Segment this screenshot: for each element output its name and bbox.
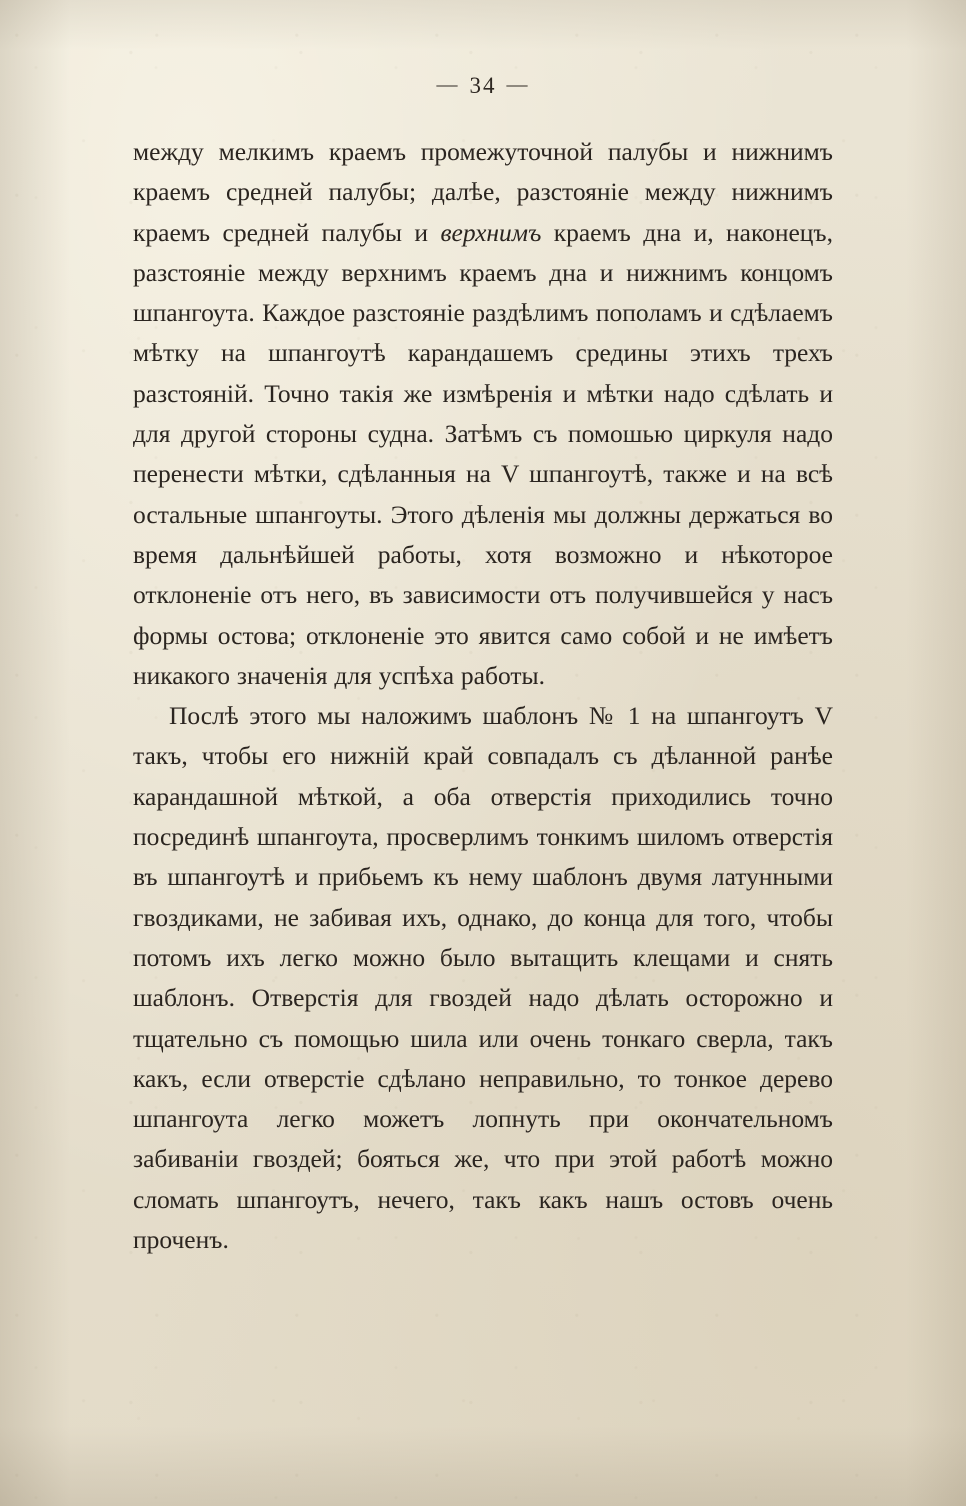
page-edge-shading-left	[0, 0, 70, 1506]
paragraph-1-run-1: между мелкимъ краемъ промежуточной палубы и нижнимъ краемъ средней палубы; далѣе, разстояніе между нижнимъ краемъ средней палубы и	[133, 137, 833, 247]
paragraph-1-run-3: краемъ дна и, наконецъ, разстояніе между верхнимъ краемъ дна и нижнимъ концомъ шпангоута. Каждое разстояніе раздѣлимъ пополамъ и сдѣлаемъ мѣтку на шпангоутѣ карандашемъ средины этихъ трехъ разстояній. Точно такія же измѣренія и мѣтки надо сдѣлать и для другой стороны судна. Затѣмъ съ помошью циркуля надо перенести мѣтки, сдѣланныя на V шпангоутѣ, также и на всѣ остальные шпангоуты. Этого дѣленія мы должны держаться во время дальнѣйшей работы, хотя возможно и нѣкоторое отклоненіе отъ него, въ зависимости отъ получившейся у насъ формы остова; отклоненіе это явится само собой и не имѣетъ никакого значенія для успѣха работы.	[133, 217, 833, 690]
page-edge-shading-right	[906, 0, 966, 1506]
page-edge-shading-top	[0, 0, 966, 50]
paragraph-2	[133, 696, 833, 1260]
folio-dash-left: —	[436, 72, 460, 96]
paragraph-1-run-2: верхнимъ	[440, 217, 542, 247]
page-edge-shading-bottom	[0, 1426, 966, 1506]
body-text-block	[133, 132, 833, 1260]
paragraph-1	[133, 132, 833, 696]
folio-dash-right: —	[506, 72, 530, 96]
page-number-header	[0, 72, 966, 99]
folio-number: 34	[469, 73, 497, 98]
paragraph-2-run-1: Послѣ этого мы наложимъ шаблонъ № 1 на шпангоутъ V такъ, чтобы его нижній край совпадалъ съ дѣланной ранѣе карандашной мѣткой, а оба отверстія приходились точно посрединѣ шпангоута, просверлимъ тонкимъ шиломъ отверстія въ шпангоутѣ и прибьемъ къ нему шаблонъ двумя латунными гвоздиками, не забивая ихъ, однако, до конца для того, чтобы потомъ ихъ легко можно было вытащить клещами и снять шаблонъ. Отверстія для гвоздей надо дѣлать осторожно и тщательно съ помощью шила или очень тонкаго сверла, такъ какъ, если отверстіе сдѣлано неправильно, то тонкое дерево шпангоута легко можетъ лопнуть при окончательномъ забиваніи гвоздей; бояться же, что при этой работѣ можно сломать шпангоутъ, нечего, такъ какъ нашъ остовъ очень проченъ.	[133, 701, 833, 1255]
